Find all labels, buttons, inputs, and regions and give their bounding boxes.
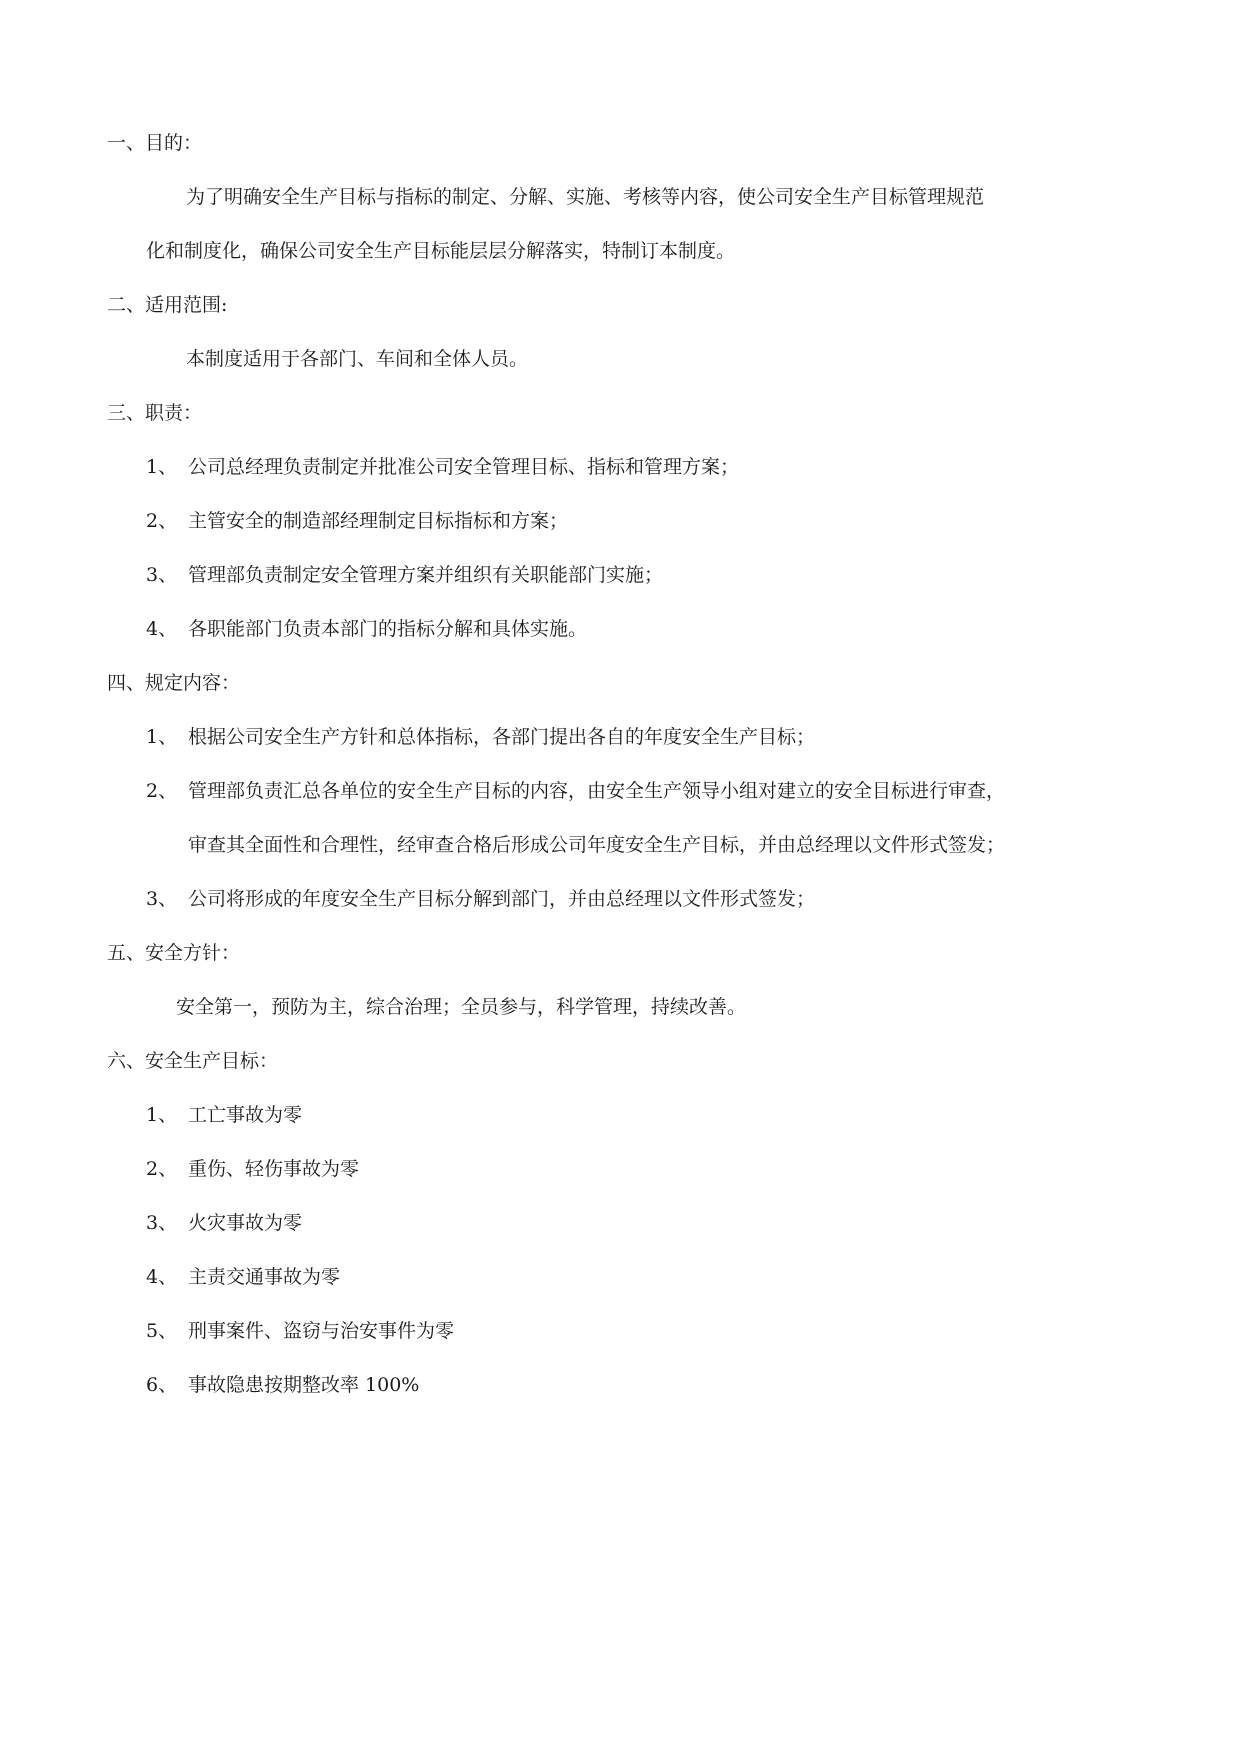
list-item-number: 2、 [146,780,178,802]
list-item-number: 6、 [146,1374,178,1396]
section-heading-purpose: 一、目的： [107,132,203,154]
list-item-text: 工亡事故为零 [188,1104,303,1126]
list-item [146,617,587,641]
list-item [146,1319,454,1343]
section-heading-scope: 二、适用范围: [107,294,228,316]
list-item-number: 4、 [146,1266,178,1288]
section-heading-provisions: 四、规定内容： [107,672,241,694]
list-item-text: 刑事案件、盗窃与治安事件为零 [188,1320,455,1342]
list-item-number: 3、 [146,564,178,586]
list-item [146,563,663,587]
paragraph-line: 为了明确安全生产目标与指标的制定、分解、实施、考核等内容，使公司安全生产目标管理规范 [186,186,985,208]
section-heading-policy: 五、安全方针： [107,942,241,964]
list-item [146,509,568,533]
section-heading-responsibilities: 三、职责： [107,402,203,424]
list-item-text: 各职能部门负责本部门的指标分解和具体实施。 [188,618,588,640]
list-item [146,1373,419,1397]
list-item-text: 公司总经理负责制定并批准公司安全管理目标、指标和管理方案； [188,456,740,478]
list-item [146,725,815,749]
list-item-text: 管理部负责制定安全管理方案并组织有关职能部门实施； [188,564,664,586]
list-item [146,779,1005,803]
list-item-text: 主管安全的制造部经理制定目标指标和方案； [188,510,569,532]
list-item-number: 1、 [146,726,178,748]
list-item-text: 主责交通事故为零 [188,1266,341,1288]
list-item-number: 4、 [146,618,178,640]
list-item-number: 2、 [146,1158,178,1180]
list-item [146,887,815,911]
list-item-number: 5、 [146,1320,178,1342]
list-item [146,1265,340,1289]
list-item-text: 重伤、轻伤事故为零 [188,1158,360,1180]
list-item [146,1157,359,1181]
list-item-text: 公司将形成的年度安全生产目标分解到部门，并由总经理以文件形式签发； [188,888,816,910]
paragraph-line: 化和制度化，确保公司安全生产目标能层层分解落实，特制订本制度。 [146,240,736,262]
list-item-continuation: 审查其全面性和合理性，经审查合格后形成公司年度安全生产目标，并由总经理以文件形式签发； [188,834,1006,856]
list-item [146,455,739,479]
list-item [146,1211,302,1235]
section-heading-goals: 六、安全生产目标： [107,1050,279,1072]
list-item-text: 事故隐患按期整改率 100% [188,1374,420,1396]
list-item-number: 3、 [146,1212,178,1234]
list-item-text: 火灾事故为零 [188,1212,303,1234]
list-item-number: 2、 [146,510,178,532]
list-item-number: 1、 [146,456,178,478]
paragraph-line: 本制度适用于各部门、车间和全体人员。 [186,348,529,370]
paragraph-line: 安全第一，预防为主，综合治理；全员参与，科学管理，持续改善。 [176,996,747,1018]
list-item-text: 管理部负责汇总各单位的安全生产目标的内容，由安全生产领导小组对建立的安全目标进行审查， [188,780,1006,802]
list-item-number: 1、 [146,1104,178,1126]
list-item [146,1103,302,1127]
list-item-text: 根据公司安全生产方针和总体指标，各部门提出各自的年度安全生产目标； [188,726,816,748]
list-item-number: 3、 [146,888,178,910]
